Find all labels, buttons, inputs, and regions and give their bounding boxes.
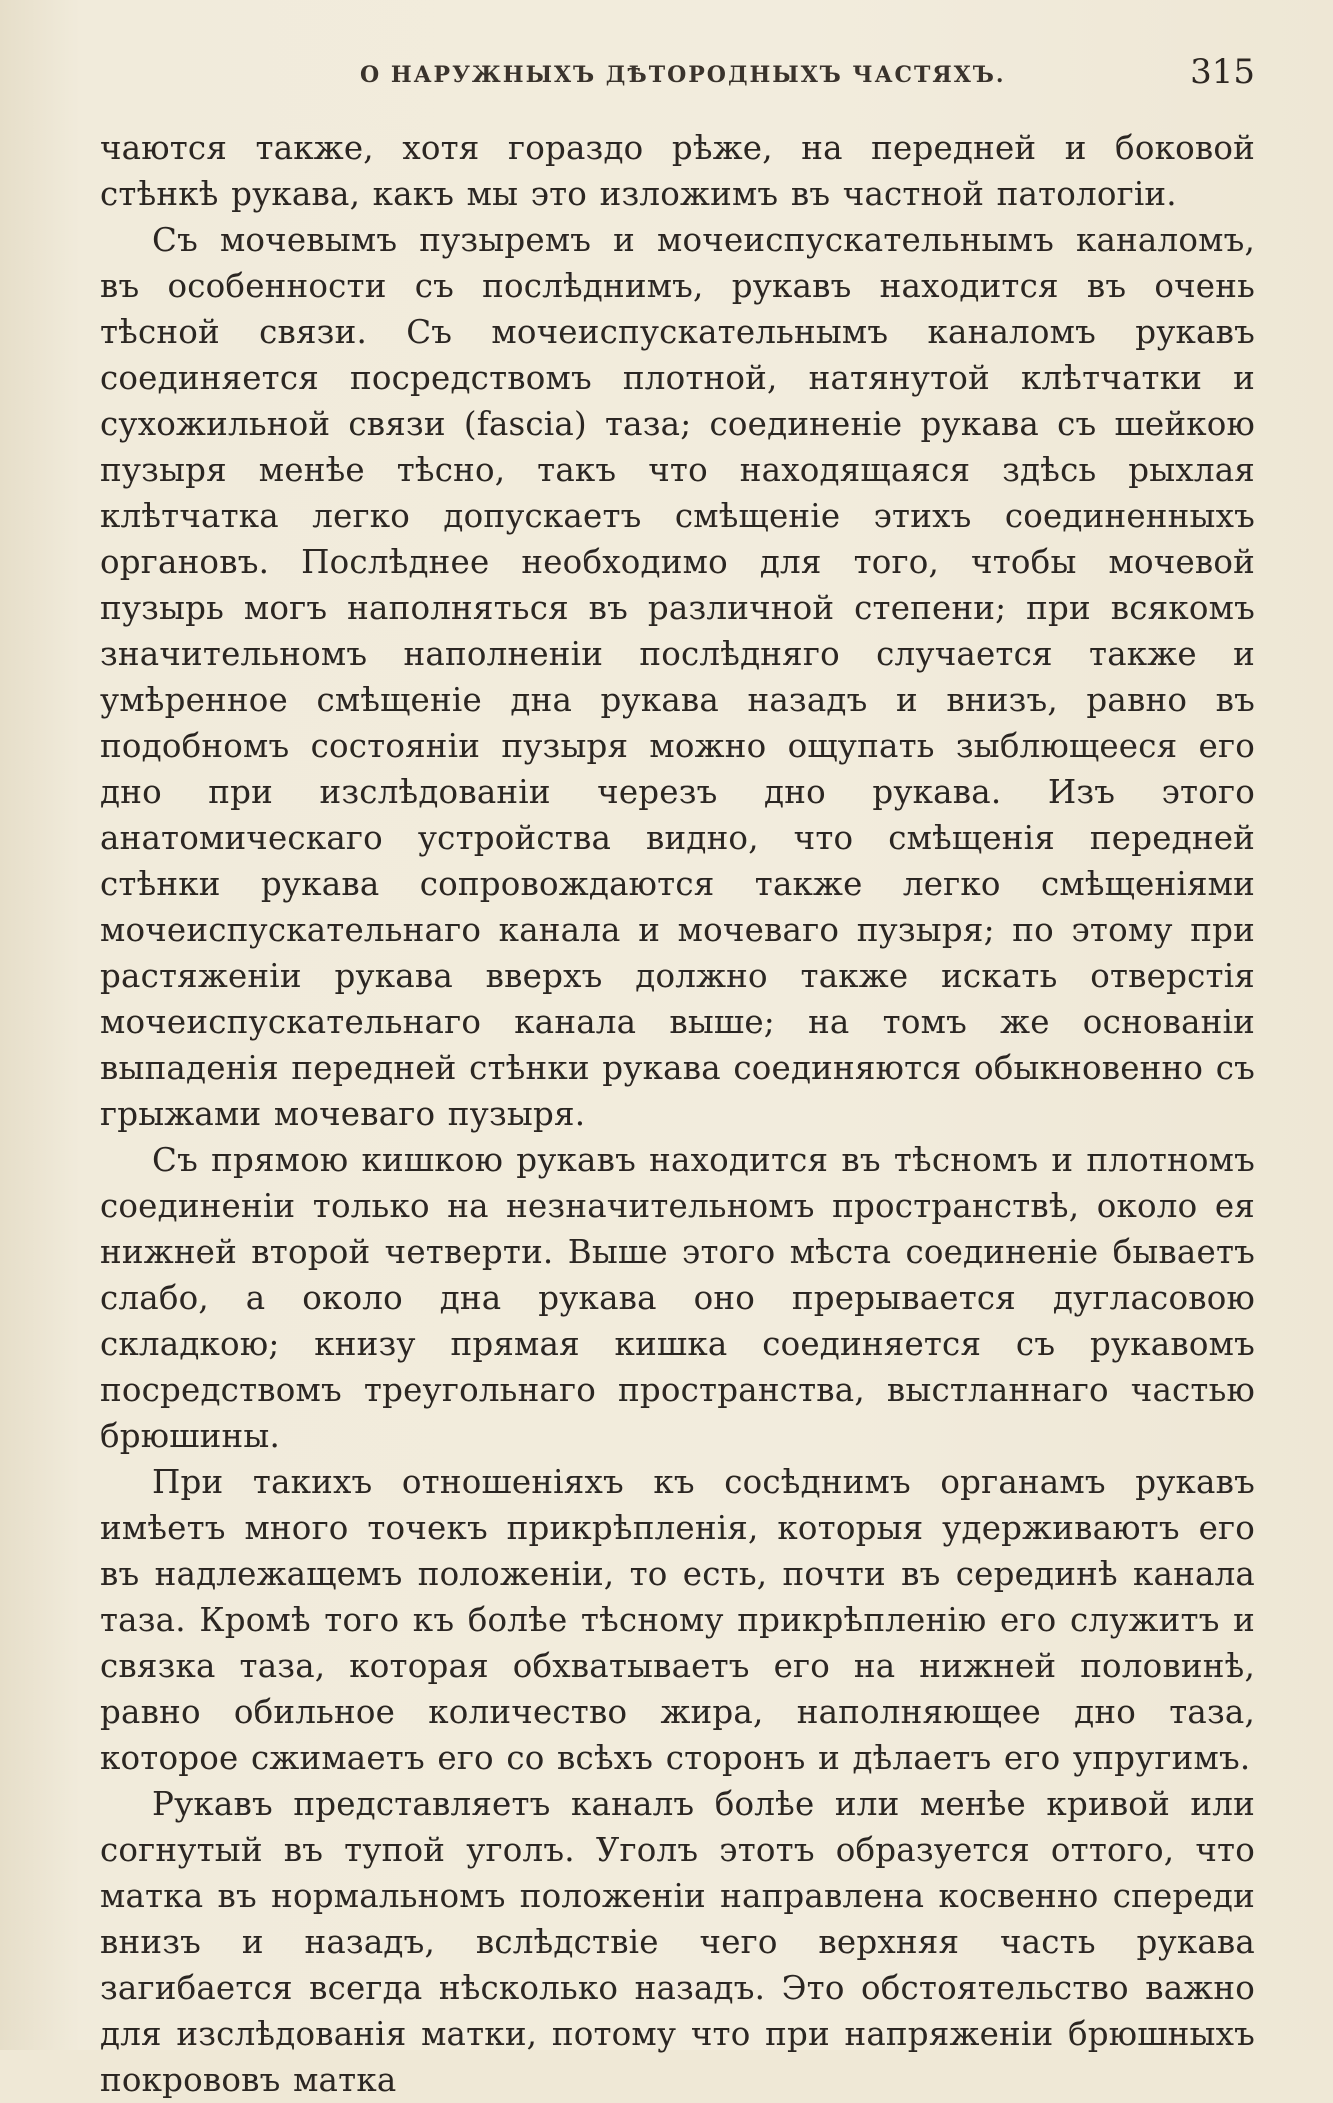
paragraph-continuation: чаются также, хотя гораздо рѣже, на передней и боковой стѣнкѣ рукава, какъ мы это изложимъ въ частной патологіи.	[100, 129, 1255, 213]
paragraph-attachment: При такихъ отношеніяхъ къ сосѣднимъ органамъ рукавъ имѣетъ много точекъ прикрѣпленія, которыя удерживаютъ его въ надлежащемъ положеніи, то есть, почти въ серединѣ канала таза. Кромѣ того къ болѣе тѣсному прикрѣпленію его служитъ и связка таза, которая обхватываетъ его на нижней половинѣ, равно обильное количество жира, наполняющее дно таза, которое сжимаетъ его со всѣхъ сторонъ и дѣлаетъ его упругимъ.	[100, 1463, 1255, 1777]
page-number: 315	[1190, 52, 1255, 92]
page-header	[100, 52, 1255, 96]
paragraph-canal-shape: Рукавъ представляетъ каналъ болѣе или менѣе кривой или согнутый въ тупой уголъ. Уголъ этотъ образуется оттого, что матка въ нормальномъ положеніи направлена косвенно спереди внизъ и назадъ, вслѣдствіе чего верхняя часть рукава загибается всегда нѣсколько назадъ. Это обстоятельство важно для изслѣдованія матки, потому что при напряженіи брюшныхъ покрововъ матка	[100, 1785, 1255, 2099]
paragraph-bladder: Съ мочевымъ пузыремъ и мочеиспускательнымъ каналомъ, въ особенности съ послѣднимъ, рукавъ находится въ очень тѣсной связи. Съ мочеиспускательнымъ каналомъ рукавъ соединяется посредствомъ плотной, натянутой клѣтчатки и сухожильной связи (fascia) таза; соединеніе рукава съ шейкою пузыря менѣе тѣсно, такъ что находящаяся здѣсь рыхлая клѣтчатка легко допускаетъ смѣщеніе этихъ соединенныхъ органовъ. Послѣднее необходимо для того, чтобы мочевой пузырь могъ наполняться въ различной степени; при всякомъ значительномъ наполненіи послѣдняго случается также и умѣренное смѣщеніе дна рукава назадъ и внизъ, равно въ подобномъ состояніи пузыря можно ощупать зыблющееся его дно при изслѣдованіи черезъ дно рукава. Изъ этого анатомическаго устройства видно, что смѣщенія передней стѣнки рукава сопровождаются также легко смѣщеніями мочеиспускательнаго канала и мочеваго пузыря; по этому при растяженіи рукава вверхъ должно также искать отверстія мочеиспускательнаго канала выше; на томъ же основаніи выпаденія передней стѣнки рукава соединяются обыкновенно съ грыжами мочеваго пузыря.	[100, 221, 1255, 1133]
body-text	[100, 125, 1255, 2103]
paragraph-rectum: Съ прямою кишкою рукавъ находится въ тѣсномъ и плотномъ соединеніи только на незначительномъ пространствѣ, около ея нижней второй четверти. Выше этого мѣста соединеніе бываетъ слабо, а около дна рукава оно прерывается дугласовою складкою; книзу прямая кишка соединяется съ рукавомъ посредствомъ треугольнаго пространства, выстланнаго частью брюшины.	[100, 1141, 1255, 1455]
running-head: О НАРУЖНЫХЪ ДѢТОРОДНЫХЪ ЧАСТЯХЪ.	[360, 62, 1006, 88]
